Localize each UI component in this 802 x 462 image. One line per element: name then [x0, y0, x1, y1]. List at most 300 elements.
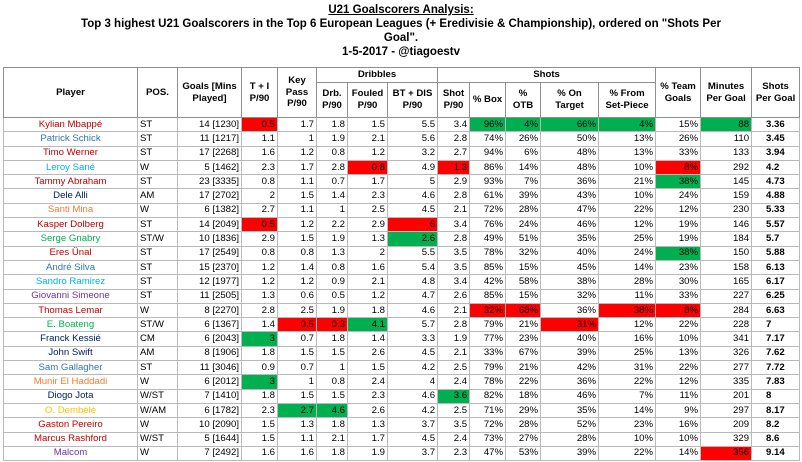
goals-cell: 11 [1217]	[178, 132, 242, 146]
take-ons-cell: 1.2	[242, 260, 278, 274]
pct-otb-cell: 28%	[506, 203, 541, 217]
position-cell: W/ST	[138, 432, 178, 446]
player-name: Patrick Schick	[4, 132, 138, 146]
shot-per90-cell: 2.8	[438, 189, 470, 203]
shot-per90-cell: 3.4	[438, 275, 470, 289]
key-pass-cell: 1	[278, 375, 317, 389]
key-pass-cell: 1.3	[278, 418, 317, 432]
fouled-cell: 2.1	[348, 275, 388, 289]
pct-otb-cell: 24%	[506, 218, 541, 232]
pct-set-piece-cell: 14%	[599, 403, 656, 417]
pct-on-target-cell: 43%	[541, 189, 599, 203]
fouled-cell: 2.3	[348, 189, 388, 203]
shot-per90-cell: 2.1	[438, 303, 470, 317]
table-row	[4, 203, 800, 217]
pct-set-piece-cell: 16%	[599, 332, 656, 346]
dribbles-cell: 1	[317, 361, 348, 375]
table-row	[4, 218, 800, 232]
pct-on-target-cell: 28%	[541, 432, 599, 446]
take-ons-cell: 1.8	[242, 389, 278, 403]
player-name: Leroy Sané	[4, 160, 138, 174]
shots-per-goal-cell: 5.33	[752, 203, 800, 217]
key-pass-cell: 2.7	[278, 403, 317, 417]
shot-per90-cell: 2.1	[438, 203, 470, 217]
pct-box-cell: 72%	[470, 418, 506, 432]
pct-box-cell: 74%	[470, 132, 506, 146]
pct-team-goals-cell: 8%	[656, 303, 701, 317]
table-row	[4, 246, 800, 260]
pct-set-piece-cell: 24%	[599, 246, 656, 260]
goals-cell: 5 [1462]	[178, 160, 242, 174]
take-ons-cell: 0.8	[242, 175, 278, 189]
key-pass-cell: 1.5	[278, 346, 317, 360]
bt-dis-cell: 4.6	[388, 389, 438, 403]
player-name: Sandro Ramirez	[4, 275, 138, 289]
pct-on-target-cell: 36%	[541, 375, 599, 389]
goals-cell: 6 [2043]	[178, 332, 242, 346]
shots-per-goal-cell: 4.73	[752, 175, 800, 189]
key-pass-cell: 1.4	[278, 260, 317, 274]
header-key-pass: Key Pass P/90	[278, 68, 317, 118]
pct-box-cell: 96%	[470, 118, 506, 132]
shots-per-goal-cell: 8.6	[752, 432, 800, 446]
pct-box-cell: 76%	[470, 218, 506, 232]
dribbles-cell: 1.8	[317, 446, 348, 460]
pct-set-piece-cell: 11%	[599, 289, 656, 303]
take-ons-cell: 1.4	[242, 318, 278, 332]
shot-per90-cell: 2.8	[438, 318, 470, 332]
shots-per-goal-cell: 8.2	[752, 418, 800, 432]
pct-team-goals-cell: 15%	[656, 118, 701, 132]
pct-otb-cell: 23%	[506, 332, 541, 346]
goals-cell: 6 [1382]	[178, 203, 242, 217]
minutes-per-goal-cell: 150	[701, 246, 752, 260]
shots-per-goal-cell: 5.57	[752, 218, 800, 232]
position-cell: ST	[138, 260, 178, 274]
pct-team-goals-cell: 9%	[656, 403, 701, 417]
header-position: POS.	[138, 68, 178, 118]
pct-on-target-cell: 40%	[541, 332, 599, 346]
table-row	[4, 232, 800, 246]
fouled-cell: 1.4	[348, 332, 388, 346]
pct-on-target-cell: 38%	[541, 275, 599, 289]
minutes-per-goal-cell: 201	[701, 389, 752, 403]
fouled-cell: 2.6	[348, 403, 388, 417]
pct-otb-cell: 15%	[506, 289, 541, 303]
goals-cell: 7 [2492]	[178, 446, 242, 460]
position-cell: ST	[138, 218, 178, 232]
bt-dis-cell: 4	[388, 375, 438, 389]
minutes-per-goal-cell: 356	[701, 446, 752, 460]
pct-set-piece-cell: 28%	[599, 275, 656, 289]
pct-otb-cell: 32%	[506, 246, 541, 260]
pct-team-goals-cell: 23%	[656, 260, 701, 274]
pct-box-cell: 78%	[470, 375, 506, 389]
position-cell: W	[138, 418, 178, 432]
pct-box-cell: 61%	[470, 189, 506, 203]
key-pass-cell: 1.6	[278, 446, 317, 460]
take-ons-cell: 1.1	[242, 132, 278, 146]
pct-team-goals-cell: 19%	[656, 218, 701, 232]
dribbles-cell: 1.3	[317, 246, 348, 260]
pct-on-target-cell: 32%	[541, 289, 599, 303]
pct-otb-cell: 28%	[506, 418, 541, 432]
dribbles-cell: 2.1	[317, 432, 348, 446]
table-row	[4, 260, 800, 274]
position-cell: ST	[138, 175, 178, 189]
take-ons-cell: 1.5	[242, 418, 278, 432]
player-name: Sam Gallagher	[4, 361, 138, 375]
table-row	[4, 361, 800, 375]
bt-dis-cell: 3.7	[388, 418, 438, 432]
key-pass-cell: 0.5	[278, 318, 317, 332]
table-row	[4, 332, 800, 346]
minutes-per-goal-cell: 110	[701, 132, 752, 146]
shot-per90-cell: 1.3	[438, 160, 470, 174]
fouled-cell: 1.2	[348, 146, 388, 160]
pct-box-cell: 85%	[470, 289, 506, 303]
fouled-cell: 2.4	[348, 375, 388, 389]
take-ons-cell: 0.9	[242, 361, 278, 375]
header-shots-group: Shots	[438, 68, 656, 83]
fouled-cell: 1.7	[348, 175, 388, 189]
goals-cell: 6 [1367]	[178, 318, 242, 332]
goals-cell: 23 [3335]	[178, 175, 242, 189]
pct-otb-cell: 21%	[506, 318, 541, 332]
dribbles-cell: 0.8	[317, 375, 348, 389]
pct-team-goals-cell: 26%	[656, 132, 701, 146]
pct-set-piece-cell: 10%	[599, 432, 656, 446]
pct-box-cell: 47%	[470, 446, 506, 460]
take-ons-cell: 2.7	[242, 203, 278, 217]
position-cell: W	[138, 375, 178, 389]
pct-on-target-cell: 42%	[541, 361, 599, 375]
pct-box-cell: 78%	[470, 246, 506, 260]
bt-dis-cell: 4.7	[388, 289, 438, 303]
shots-per-goal-cell: 7	[752, 318, 800, 332]
goals-cell: 6 [2012]	[178, 375, 242, 389]
fouled-cell: 2.9	[348, 218, 388, 232]
minutes-per-goal-cell: 228	[701, 318, 752, 332]
key-pass-cell: 1.5	[278, 232, 317, 246]
pct-on-target-cell: 40%	[541, 246, 599, 260]
pct-set-piece-cell: 10%	[599, 160, 656, 174]
shots-per-goal-cell: 3.45	[752, 132, 800, 146]
fouled-cell: 1.9	[348, 446, 388, 460]
pct-set-piece-cell: 25%	[599, 232, 656, 246]
shots-per-goal-cell: 6.63	[752, 303, 800, 317]
minutes-per-goal-cell: 133	[701, 146, 752, 160]
goals-cell: 14 [1230]	[178, 118, 242, 132]
key-pass-cell: 1.2	[278, 218, 317, 232]
pct-otb-cell: 26%	[506, 132, 541, 146]
key-pass-cell: 2.5	[278, 303, 317, 317]
key-pass-cell: 1.7	[278, 118, 317, 132]
shots-per-goal-cell: 5.88	[752, 246, 800, 260]
pct-box-cell: 49%	[470, 232, 506, 246]
header-team-goals: % Team Goals	[656, 68, 701, 118]
shots-per-goal-cell: 8.17	[752, 403, 800, 417]
pct-otb-cell: 15%	[506, 260, 541, 274]
player-name: Marcus Rashford	[4, 432, 138, 446]
pct-on-target-cell: 48%	[541, 160, 599, 174]
minutes-per-goal-cell: 329	[701, 432, 752, 446]
minutes-per-goal-cell: 158	[701, 260, 752, 274]
shot-per90-cell: 3.4	[438, 218, 470, 232]
table-row	[4, 132, 800, 146]
shot-per90-cell: 2.1	[438, 346, 470, 360]
pct-on-target-cell: 39%	[541, 446, 599, 460]
dribbles-cell: 1.5	[317, 389, 348, 403]
table-row	[4, 418, 800, 432]
pct-box-cell: 85%	[470, 260, 506, 274]
shot-per90-cell: 2.4	[438, 432, 470, 446]
shot-per90-cell: 2.5	[438, 361, 470, 375]
shot-per90-cell: 3.5	[438, 260, 470, 274]
report-subtitle: Top 3 highest U21 Goalscorers in the Top 6 European Leagues (+ Eredivisie & Championship), ordered on "Shots Per	[81, 18, 721, 30]
goals-cell: 11 [2505]	[178, 289, 242, 303]
header-pct-box: % Box	[470, 83, 506, 118]
dribbles-cell: 1	[317, 203, 348, 217]
fouled-cell: 4.1	[348, 318, 388, 332]
player-name: Malcom	[4, 446, 138, 460]
pct-set-piece-cell: 38%	[599, 303, 656, 317]
pct-box-cell: 93%	[470, 175, 506, 189]
pct-set-piece-cell: 12%	[599, 218, 656, 232]
table-row	[4, 118, 800, 132]
bt-dis-cell: 5.4	[388, 260, 438, 274]
header-minutes-per-goal: Minutes Per Goal	[701, 68, 752, 118]
take-ons-cell: 2.9	[242, 232, 278, 246]
minutes-per-goal-cell: 184	[701, 232, 752, 246]
pct-team-goals-cell: 33%	[656, 289, 701, 303]
table-row	[4, 375, 800, 389]
dribbles-cell: 0.3	[317, 318, 348, 332]
pct-box-cell: 82%	[470, 389, 506, 403]
player-name: Gaston Pereiro	[4, 418, 138, 432]
shots-per-goal-cell: 7.83	[752, 375, 800, 389]
key-pass-cell: 0.7	[278, 361, 317, 375]
player-name: O. Dembélé	[4, 403, 138, 417]
shot-per90-cell: 2.4	[438, 375, 470, 389]
pct-team-goals-cell: 24%	[656, 189, 701, 203]
key-pass-cell: 1.2	[278, 275, 317, 289]
take-ons-cell: 0.8	[242, 246, 278, 260]
fouled-cell: 1.3	[348, 232, 388, 246]
pct-on-target-cell: 46%	[541, 218, 599, 232]
shot-per90-cell: 3.6	[438, 389, 470, 403]
pct-otb-cell: 39%	[506, 189, 541, 203]
minutes-per-goal-cell: 88	[701, 118, 752, 132]
pct-set-piece-cell: 22%	[599, 203, 656, 217]
take-ons-cell: 3	[242, 375, 278, 389]
shot-per90-cell: 2.5	[438, 403, 470, 417]
dribbles-cell: 0.8	[317, 146, 348, 160]
shots-per-goal-cell: 7.17	[752, 332, 800, 346]
fouled-cell: 1.2	[348, 289, 388, 303]
pct-on-target-cell: 47%	[541, 203, 599, 217]
pct-otb-cell: 29%	[506, 403, 541, 417]
dribbles-cell: 1.9	[317, 132, 348, 146]
shot-per90-cell: 2.6	[438, 289, 470, 303]
shots-per-goal-cell: 7.72	[752, 361, 800, 375]
take-ons-cell: 2	[242, 189, 278, 203]
bt-dis-cell: 5.7	[388, 318, 438, 332]
take-ons-cell: 1.6	[242, 446, 278, 460]
goals-cell: 12 [1977]	[178, 275, 242, 289]
position-cell: ST	[138, 275, 178, 289]
key-pass-cell: 1.5	[278, 189, 317, 203]
header-player: Player	[4, 68, 138, 118]
dribbles-cell: 1.8	[317, 118, 348, 132]
goals-cell: 5 [1644]	[178, 432, 242, 446]
minutes-per-goal-cell: 145	[701, 175, 752, 189]
bt-dis-cell: 5.5	[388, 118, 438, 132]
pct-on-target-cell: 66%	[541, 118, 599, 132]
shots-per-goal-cell: 3.36	[752, 118, 800, 132]
player-name: Serge Gnabry	[4, 232, 138, 246]
pct-set-piece-cell: 22%	[599, 375, 656, 389]
player-name: Timo Werner	[4, 146, 138, 160]
key-pass-cell: 0.7	[278, 332, 317, 346]
bt-dis-cell: 4.2	[388, 361, 438, 375]
key-pass-cell: 0.8	[278, 246, 317, 260]
take-ons-cell: 1.3	[242, 289, 278, 303]
bt-dis-cell: 4.8	[388, 275, 438, 289]
bt-dis-cell: 3.7	[388, 446, 438, 460]
minutes-per-goal-cell: 227	[701, 289, 752, 303]
goals-cell: 8 [2270]	[178, 303, 242, 317]
dribbles-cell: 1.8	[317, 418, 348, 432]
dribbles-cell: 0.7	[317, 175, 348, 189]
shots-per-goal-cell: 4.88	[752, 189, 800, 203]
goals-cell: 10 [1836]	[178, 232, 242, 246]
pct-otb-cell: 4%	[506, 118, 541, 132]
pct-set-piece-cell: 31%	[599, 361, 656, 375]
dribbles-cell: 1.8	[317, 332, 348, 346]
pct-box-cell: 79%	[470, 361, 506, 375]
shots-per-goal-cell: 4.2	[752, 160, 800, 174]
shot-per90-cell: 2.7	[438, 146, 470, 160]
position-cell: W	[138, 303, 178, 317]
take-ons-cell: 0.5	[242, 118, 278, 132]
take-ons-cell: 1.6	[242, 146, 278, 160]
pct-otb-cell: 51%	[506, 232, 541, 246]
header-fouled-per90: Fouled P/90	[348, 83, 388, 118]
pct-on-target-cell: 52%	[541, 418, 599, 432]
shot-per90-cell: 2.8	[438, 132, 470, 146]
minutes-per-goal-cell: 146	[701, 218, 752, 232]
minutes-per-goal-cell: 165	[701, 275, 752, 289]
dribbles-cell: 4.6	[317, 403, 348, 417]
header-bt-dis-per90: BT + DIS P/90	[388, 83, 438, 118]
fouled-cell: 1.5	[348, 118, 388, 132]
pct-team-goals-cell: 10%	[656, 432, 701, 446]
pct-team-goals-cell: 30%	[656, 275, 701, 289]
pct-box-cell: 94%	[470, 146, 506, 160]
shots-per-goal-cell: 8	[752, 389, 800, 403]
pct-team-goals-cell: 22%	[656, 361, 701, 375]
table-row	[4, 432, 800, 446]
shots-per-goal-cell: 7.62	[752, 346, 800, 360]
pct-team-goals-cell: 19%	[656, 232, 701, 246]
minutes-per-goal-cell: 292	[701, 160, 752, 174]
pct-otb-cell: 21%	[506, 361, 541, 375]
goals-cell: 10 [2090]	[178, 418, 242, 432]
player-name: Dele Alli	[4, 189, 138, 203]
take-ons-cell: 0.5	[242, 218, 278, 232]
pct-on-target-cell: 31%	[541, 318, 599, 332]
goals-cell: 17 [2702]	[178, 189, 242, 203]
goals-cell: 17 [2549]	[178, 246, 242, 260]
bt-dis-cell: 4.9	[388, 160, 438, 174]
position-cell: ST/W	[138, 318, 178, 332]
report-subtitle-cont: Goal".	[383, 32, 419, 44]
bt-dis-cell: 5.5	[388, 246, 438, 260]
pct-set-piece-cell: 7%	[599, 389, 656, 403]
dribbles-cell: 1.4	[317, 189, 348, 203]
fouled-cell: 2.6	[348, 346, 388, 360]
bt-dis-cell: 4.6	[388, 303, 438, 317]
key-pass-cell: 1.7	[278, 160, 317, 174]
pct-otb-cell: 67%	[506, 346, 541, 360]
player-name: Tammy Abraham	[4, 175, 138, 189]
pct-team-goals-cell: 8%	[656, 160, 701, 174]
shots-per-goal-cell: 6.25	[752, 289, 800, 303]
player-name: Eres Ünal	[4, 246, 138, 260]
table-row	[4, 318, 800, 332]
take-ons-cell: 3	[242, 332, 278, 346]
shot-per90-cell: 2.9	[438, 175, 470, 189]
header-pct-set-piece: % From Set-Piece	[599, 83, 656, 118]
goals-cell: 8 [1906]	[178, 346, 242, 360]
shots-per-goal-cell: 6.13	[752, 260, 800, 274]
minutes-per-goal-cell: 326	[701, 346, 752, 360]
position-cell: W	[138, 203, 178, 217]
pct-otb-cell: 7%	[506, 175, 541, 189]
fouled-cell: 2.3	[348, 389, 388, 403]
header-pct-otb: % OTB	[506, 83, 541, 118]
table-row	[4, 389, 800, 403]
header-shot-per90: Shot P/90	[438, 83, 470, 118]
key-pass-cell: 0.6	[278, 289, 317, 303]
pct-box-cell: 42%	[470, 275, 506, 289]
take-ons-cell: 1.8	[242, 346, 278, 360]
bt-dis-cell: 4.5	[388, 346, 438, 360]
shots-per-goal-cell: 6.17	[752, 275, 800, 289]
bt-dis-cell: 3.3	[388, 332, 438, 346]
shots-per-goal-cell: 9.14	[752, 446, 800, 460]
minutes-per-goal-cell: 209	[701, 418, 752, 432]
minutes-per-goal-cell: 230	[701, 203, 752, 217]
table-row	[4, 146, 800, 160]
key-pass-cell: 1.1	[278, 175, 317, 189]
pct-on-target-cell: 36%	[541, 175, 599, 189]
header-dribbles-group: Dribbles	[317, 68, 438, 83]
take-ons-cell: 2.3	[242, 160, 278, 174]
bt-dis-cell: 5.6	[388, 132, 438, 146]
key-pass-cell: 1.1	[278, 432, 317, 446]
pct-set-piece-cell: 4%	[599, 118, 656, 132]
table-row	[4, 446, 800, 460]
position-cell: AM	[138, 189, 178, 203]
pct-team-goals-cell: 11%	[656, 389, 701, 403]
bt-dis-cell: 4.6	[388, 189, 438, 203]
goalscorers-table	[3, 67, 800, 461]
pct-team-goals-cell: 12%	[656, 203, 701, 217]
bt-dis-cell: 6	[388, 218, 438, 232]
pct-otb-cell: 6%	[506, 146, 541, 160]
